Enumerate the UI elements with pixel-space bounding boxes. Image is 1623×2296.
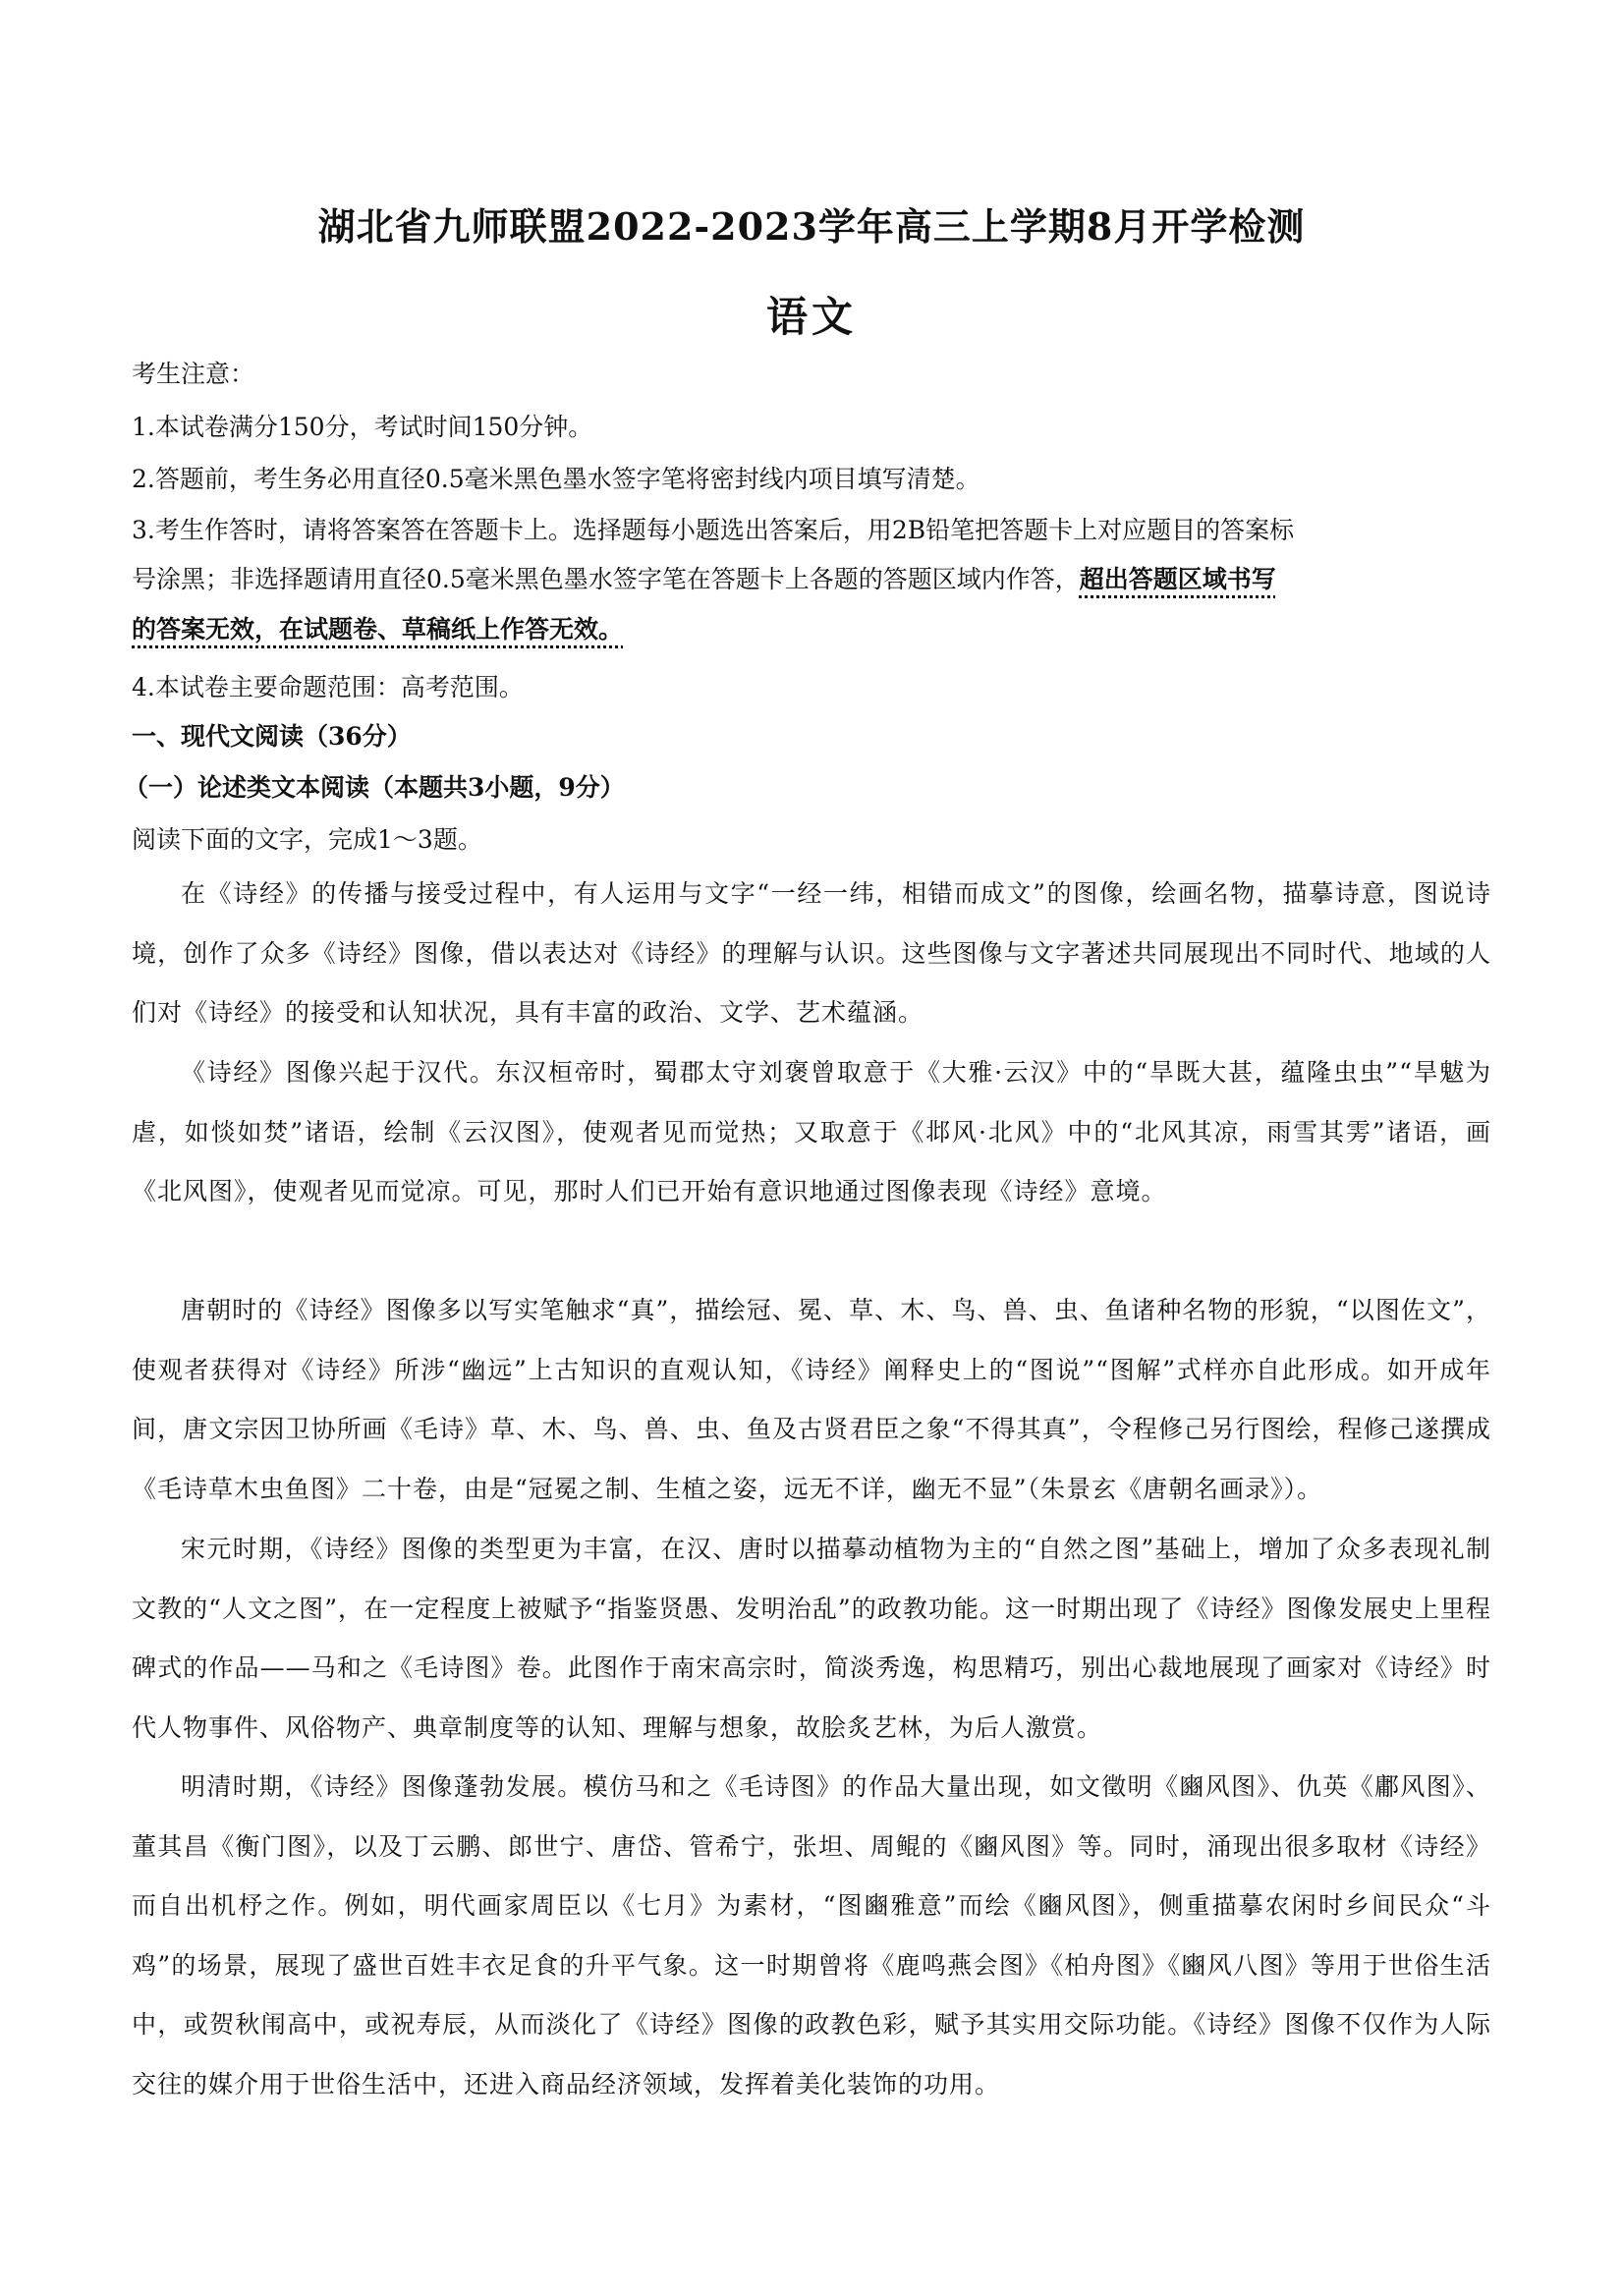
section-subtitle: （一）论述类文本阅读（本题共3小题，9分）: [124, 773, 625, 802]
notice-item-1: 1.本试卷满分150分，考试时间150分钟。: [132, 413, 593, 441]
section-instruction: 阅读下面的文字，完成1～3题。: [132, 825, 482, 854]
notice-item-3-line-3: [132, 613, 1507, 646]
passage-paragraph-2: 《诗经》图像兴起于汉代。东汉桓帝时，蜀郡太守刘褒曾取意于《大雅·云汉》中的“旱既大甚，蕴隆虫虫”“旱魃为虐，如惔如焚”诸语，绘制《云汉图》，使观者见而觉热；又取意于《邶风·北风》中的“北风其凉，雨雪其雱”诸语，画《北风图》，使观者见而觉凉。可见，那时人们已开始有意识地通过图像表现《诗经》意境。: [132, 1058, 1491, 1205]
notice-heading: 考生注意：: [132, 360, 255, 388]
notice-emphasis: 超出答题区域书写: [1079, 565, 1276, 593]
notice-item-2: 2.答题前，考生务必用直径0.5毫米黑色墨水签字笔将密封线内项目填写清楚。: [132, 465, 980, 493]
subject-title: 语文: [765, 293, 857, 341]
notice-item-4: 4.本试卷主要命题范围：高考范围。: [132, 673, 524, 701]
passage-paragraph-1: 在《诗经》的传播与接受过程中，有人运用与文字“一经一纬，相错而成文”的图像，绘画名物，描摹诗意，图说诗境，创作了众多《诗经》图像，借以表达对《诗经》的理解与认识。这些图像与文字著述共同展现出不同时代、地域的人们对《诗经》的接受和认知状况，具有丰富的政治、文学、艺术蕴涵。: [132, 879, 1491, 1027]
notice-item-3-text: 号涂黑；非选择题请用直径0.5毫米黑色墨水签字笔在答题卡上各题的答题区域内作答，: [132, 565, 1080, 593]
exam-title: 湖北省九师联盟2022-2023学年高三上学期8月开学检测: [317, 204, 1306, 249]
notice-emphasis-continued: 的答案无效，在试题卷、草稿纸上作答无效。: [132, 615, 624, 644]
notice-item-3-line-2: [132, 563, 1507, 596]
section-title: 一、现代文阅读（36分）: [132, 722, 412, 751]
passage-paragraph-4: 宋元时期，《诗经》图像的类型更为丰富，在汉、唐时以描摹动植物为主的“自然之图”基础上，增加了众多表现礼制文教的“人文之图”，在一定程度上被赋予“指鉴贤愚、发明治乱”的政教功能。这一时期出现了《诗经》图像发展史上里程碑式的作品——马和之《毛诗图》卷。此图作于南宋高宗时，简淡秀逸，构思精巧，别出心裁地展现了画家对《诗经》时代人物事件、风俗物产、典章制度等的认知、理解与想象，故脍炙艺林，为后人激赏。: [132, 1535, 1491, 1742]
notice-item-3-line-1: 3.考生作答时，请将答案答在答题卡上。选择题每小题选出答案后，用2B铅笔把答题卡上对应题目的答案标: [132, 516, 1295, 544]
passage-paragraph-3: 唐朝时的《诗经》图像多以写实笔触求“真”，描绘冠、冕、草、木、鸟、兽、虫、鱼诸种名物的形貌，“以图佐文”，使观者获得对《诗经》所涉“幽远”上古知识的直观认知，《诗经》阐释史上的“图说”“图解”式样亦自此形成。如开成年间，唐文宗因卫协所画《毛诗》草、木、鸟、兽、虫、鱼及古贤君臣之象“不得其真”，令程修己另行图绘，程修己遂撰成《毛诗草木虫鱼图》二十卷，由是“冠冕之制、生植之姿，远无不详，幽无不显”（朱景玄《唐朝名画录》）。: [132, 1296, 1491, 1503]
passage-paragraph-5: 明清时期，《诗经》图像蓬勃发展。模仿马和之《毛诗图》的作品大量出现，如文徵明《豳风图》、仇英《鄘风图》、董其昌《衡门图》，以及丁云鹏、郎世宁、唐岱、管希宁，张坦、周鲲的《豳风图》等。同时，涌现出很多取材《诗经》而自出机杼之作。例如，明代画家周臣以《七月》为素材，“图豳雅意”而绘《豳风图》，侧重描摹农闲时乡间民众“斗鸡”的场景，展现了盛世百姓丰衣足食的升平气象。这一时期曾将《鹿鸣燕会图》《柏舟图》《豳风八图》等用于世俗生活中，或贺秋闱高中，或祝寿辰，从而淡化了《诗经》图像的政教色彩，赋予其实用交际功能。《诗经》图像不仅作为人际交往的媒介用于世俗生活中，还进入商品经济领域，发挥着美化装饰的功用。: [132, 1772, 1491, 2099]
